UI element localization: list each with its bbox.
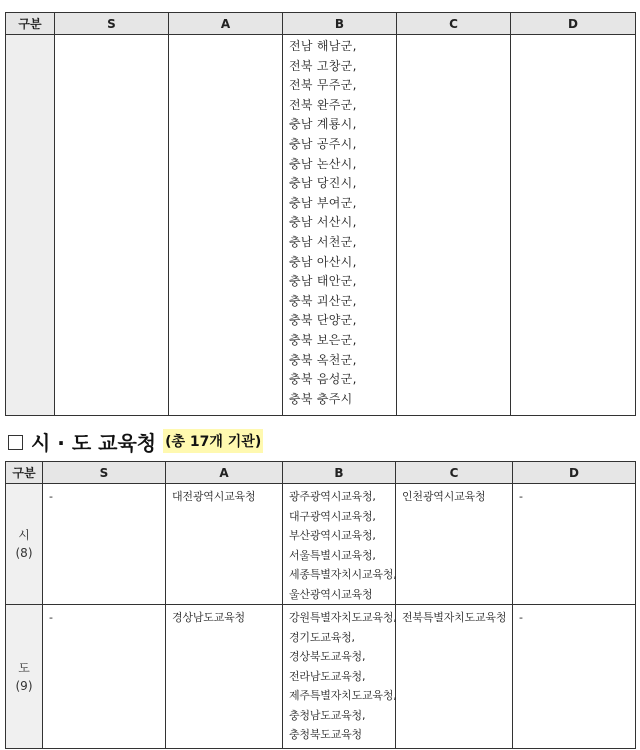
list-item: 대전광역시교육청 (172, 490, 256, 503)
cell-d (513, 484, 636, 605)
list-item: 경상북도교육청, (289, 650, 366, 663)
section-subtitle: (총 17개 기관) (163, 429, 263, 453)
list-item: 충남 계룡시, (289, 117, 357, 132)
table-row-si (6, 484, 636, 605)
list-item: - (519, 490, 523, 503)
cell-c (396, 605, 513, 749)
header-a: A (169, 13, 283, 35)
table-row (6, 35, 636, 416)
cell-gubun (6, 484, 43, 605)
header-b: B (283, 462, 396, 484)
section-heading (8, 428, 263, 454)
list-item: 울산광역시교육청 (289, 587, 373, 601)
cell-gubun (6, 35, 55, 416)
header-gubun: 구분 (6, 462, 43, 484)
header-s: S (43, 462, 166, 484)
checkbox-square-icon (8, 435, 23, 450)
header-gubun: 구분 (6, 13, 55, 35)
list-item: 경기도교육청, (289, 630, 355, 644)
header-d: D (513, 462, 636, 484)
list-item: 부산광역시교육청, (289, 529, 376, 542)
list-item: 제주특별자치도교육청, (289, 689, 397, 702)
table-header-row (6, 462, 636, 484)
list-item: 충남 서천군, (289, 234, 357, 249)
list-item: 충남 당진시, (289, 176, 357, 191)
header-b: B (283, 13, 397, 35)
gubun-count: (8) (15, 546, 33, 560)
cell-a (166, 484, 283, 605)
cell-d (513, 605, 636, 749)
header-c: C (397, 13, 511, 35)
list-item: 전북 완주군, (289, 97, 357, 112)
cell-d (511, 35, 636, 416)
gubun-label: 도 (18, 660, 30, 675)
header-d: D (511, 13, 636, 35)
cell-c (396, 484, 513, 605)
cell-s (43, 484, 166, 605)
list-item: 충남 서산시, (289, 215, 357, 230)
list-item: 충북 음성군, (289, 372, 357, 387)
cell-a (169, 35, 283, 416)
list-item: 충북 옥천군, (289, 352, 357, 367)
gubun-count: (9) (15, 678, 33, 693)
list-item: - (49, 611, 53, 624)
list-item: 충북 괴산군, (289, 293, 357, 308)
section-title: 시 · 도 교육청 (31, 430, 157, 455)
list-item: 세종특별자치시교육청, (289, 568, 397, 581)
grade-b-list (283, 35, 396, 409)
list-item: 경상남도교육청 (172, 611, 245, 624)
cell-b (283, 605, 396, 749)
list-item: 서울특별시교육청, (289, 548, 376, 562)
list-item: 충남 태안군, (289, 274, 357, 289)
header-c: C (396, 462, 513, 484)
list-item: 충북 단양군, (289, 313, 357, 328)
cell-a (166, 605, 283, 749)
list-item: - (519, 611, 523, 624)
table-header-row (6, 13, 636, 35)
list-item: 대구광역시교육청, (289, 509, 376, 523)
cell-b (283, 35, 397, 416)
gubun-label: 시 (18, 528, 30, 542)
cell-s (43, 605, 166, 749)
list-item: 충청북도교육청 (289, 728, 362, 741)
list-item: 전남 해남군, (289, 39, 357, 53)
table-row-do (6, 605, 636, 749)
table-regional-grades (5, 12, 636, 416)
cell-gubun (6, 605, 43, 749)
list-item: 충청남도교육청, (289, 708, 366, 722)
list-item: 전북 고창군, (289, 58, 357, 73)
cell-c (397, 35, 511, 416)
header-s: S (55, 13, 169, 35)
list-item: 전북 무주군, (289, 78, 357, 93)
list-item: 전북특별자치도교육청 (402, 611, 507, 624)
list-item: 강원특별자치도교육청, (289, 611, 397, 624)
list-item: 충남 아산시, (289, 254, 357, 269)
list-item: 충남 부여군, (289, 195, 357, 210)
list-item: 인천광역시교육청 (402, 490, 486, 503)
list-item: 전라남도교육청, (289, 669, 366, 683)
list-item: 광주광역시교육청, (289, 490, 376, 503)
list-item: 충남 공주시, (289, 136, 357, 151)
list-item: - (49, 490, 53, 503)
table-education-offices (5, 461, 636, 749)
list-item: 충북 충주시 (289, 391, 353, 406)
cell-b (283, 484, 396, 605)
header-a: A (166, 462, 283, 484)
list-item: 충북 보은군, (289, 332, 357, 347)
list-item: 충남 논산시, (289, 156, 357, 171)
cell-s (55, 35, 169, 416)
